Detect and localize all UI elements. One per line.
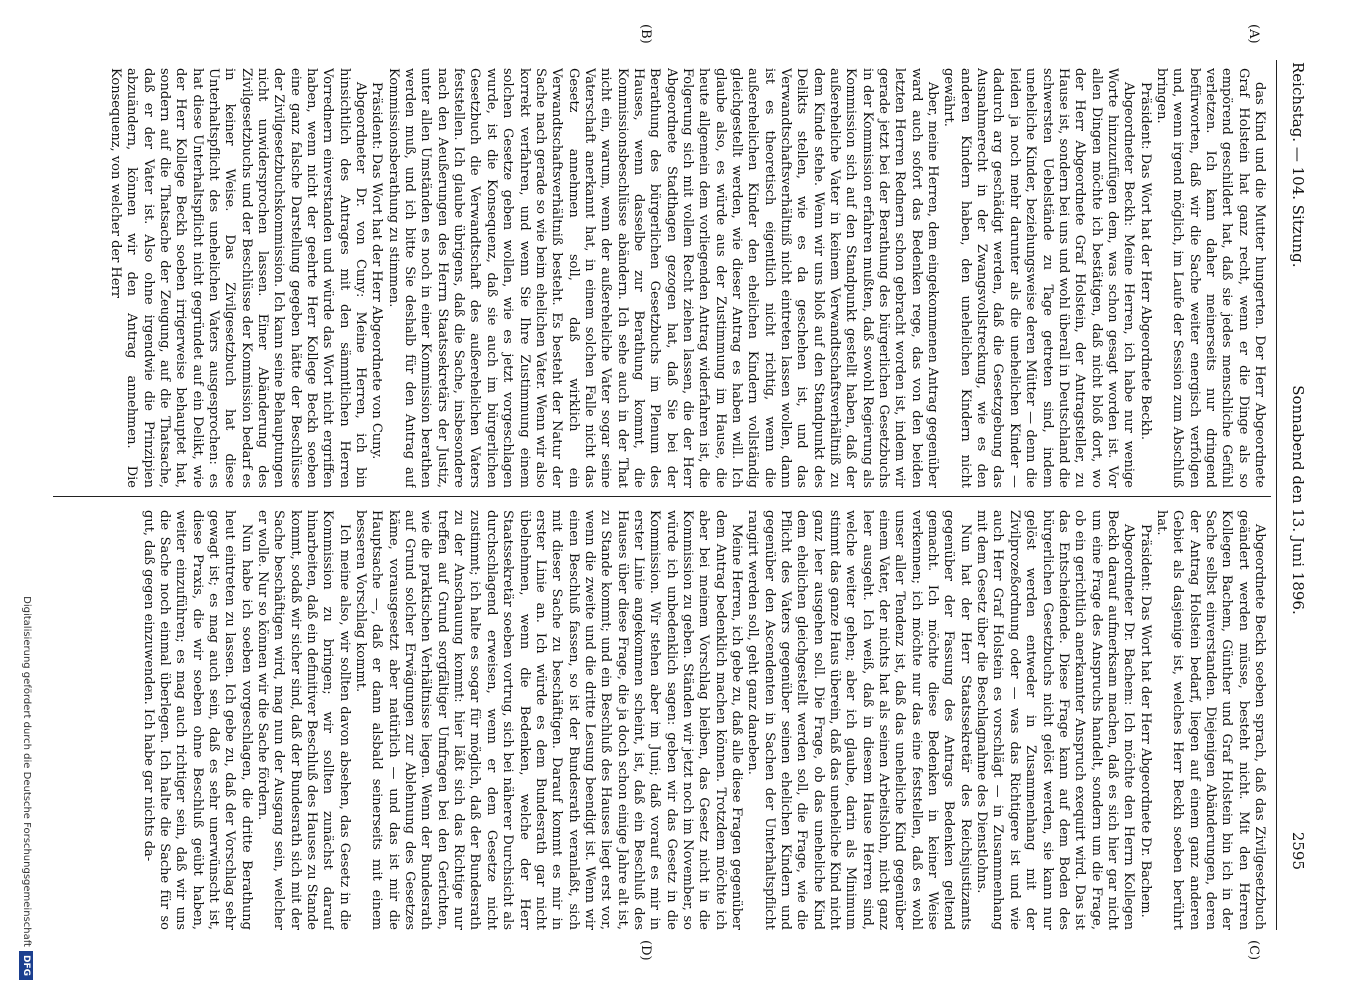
text-column-left <box>57 68 1267 488</box>
margin-mark-b: (B) <box>638 24 653 44</box>
page-number: 2595 <box>1289 831 1307 870</box>
paragraph: Präsident: Das Wort hat der Herr Abgeordnete von Cuny. <box>369 82 385 460</box>
margin-mark-a: (A) <box>1246 24 1261 44</box>
column-divider <box>53 496 1271 497</box>
paragraph: Meine Herren, ich gebe zu, daß alle diese Fragen gegenüber dem Antrag bedenklich machen können. Trotzdem möchte ich aber bei meinem Vorschlag bleiben, das Gesetz nicht in die Kommission zu geben. Ständen wir jetzt noch im November, so würde ich unbedenklich sagen: geben wir das Gesetz in die Kommission. Wir stehen aber im Juni; daß vorauf es mir in erster Linie angekommen scheint, ist, daß ein Beschluß des Hauses über diese Frage, die ja doch schon einige Jahre alt ist, zu Stande kommt; und ein Beschluß des Hauses liegt erst vor, wenn die zweite und die dritte Lesung beendigt ist. Wenn wir einen Beschluß fassen, so ist der Bundesrath veranlaßt, sich mit dieser Sache zu beschäftigen. Darauf kommt es mir in erster Linie an. Ich würde es dem Bundesrath gar nicht übelnehmen, wenn die Bedenken, welche der Herr Staatssekretär soeben vortrug, sich bei näherer Durchsicht als durchschlagend erweisen, wenn er dem Gesetze nicht zustimmt; ich halte es sogar für möglich, daß der Bundesrath zu der Anschauung kommt: hier läßt sich das Richtige nur treffen auf Grund sorgfältiger Umfragen bei den Gerichten, wie die praktischen Verhältnisse liegen. Wenn der Bundesrath auf Grund solcher Erwägungen zur Ablehnung des Gesetzes käme, vorausgesetzt aber natürlich — und das ist mir die Hauptsache —, daß er dann alsbald seinerseits mit einem besseren Vorschlag kommt. <box>353 510 744 930</box>
margin-mark-d: (D) <box>638 940 653 961</box>
dfg-logo: DFG <box>19 951 33 980</box>
running-head-date: Sonnabend den 13. Juni 1896. <box>1289 385 1307 615</box>
paragraph: Nun habe ich soeben vorgeschlagen, die dritte Berathung heut eintreten zu lassen. Ich gebe zu, daß der Vorschlag sehr gewagt ist; es mag auch sein, daß es sehr unerwünscht ist, diese Praxis, die wir soeben ohne Beschluß geübt haben, weiter einzuführen; es mag auch richtiger sein, daß wir uns die Sache noch einmal überlegen. Ich halte die Sache für so gut, daß gegen einzuwenden. Ich habe gar nichts da- <box>140 510 254 930</box>
paragraph: Abgeordneter Beckh: Meine Herren, ich habe nur wenige Worte hinzuzufügen dem, was schon gesagt worden ist. Vor allen Dingen möchte ich bestätigen, daß nicht bloß dort, wo der Herr Abgeordnete Graf Holstein, der Antragsteller, zu Hause ist, sondern bei uns und wohl überall in Deutschland die schwersten Uebelstände zu Tage getreten sind, indem uneheliche Kinder, beziehungsweise deren Mütter — denn die leiden ja noch mehr darunter als die unehelichen Kinder — dadurch arg geschädigt werden, daß die Gesetzgebung das Ausnahmerecht in der Zwangsvollstreckung, wie es den anderen Kindern haben, den unehelichen Kindern nicht gewährt. <box>941 68 1137 488</box>
paragraph: das Kind und die Mutter hungerten. Der Herr Abgeordnete Graf Holstein hat ganz recht, wenn er die Dinge als so empörend geschildert hat, daß sie jedes menschliche Gefühl verletzen. Ich kann daher meinerseits nur dringend befürworten, daß wir die Sache weiter energisch verfolgen und, wenn irgend möglich, im Laufe der Session zum Abschluß bringen. <box>1153 68 1267 488</box>
paragraph: Ich meine also, wir sollten davon absehen, das Gesetz in die Kommission zu bringen; wir sollten zunächst darauf hinarbeiten, daß ein definitiver Beschluß des Hauses zu Stande kommt, sodaß wir sicher sind, daß der Bundesrath sich mit der Sache beschäftigen wird, mag nun der Ausgang sein, welcher er wolle. Nur so können wir die Sache fördern. <box>255 510 352 930</box>
paragraph: Aber, meine Herren, dem eingekommenen Antrag gegenüber ward auch sofort das Bedenken rege, das von den beiden letzten Herren Rednern schon gebracht worden ist, indem wir gerade jetzt bei der Berathung des bürgerlichen Gesetzbuchs in der Kommission erfahren mußten, daß sowohl Regierung als Kommission sich auf den Standpunkt gestellt haben, daß der außereheliche Vater in keinem Verwandtschaftsverhältniß zu dem Kinde stehe. Wenn wir uns bloß auf den Standpunkt des Delikts stellen, wie es da geschehen ist, und das Verwandtschaftsverhältniß nicht eintreten lassen wollen, dann ist es theoretisch eigentlich nicht richtig, wenn die außerehelichen Kinder den ehelichen Kindern vollständig gleichgestellt werden, wie dieser Antrag es haben will. Ich glaube also, es würde aus der Zustimmung im Hause, die heute allgemein dem vorliegenden Antrag widerfahren ist, die Folgerung sich mit vollem Recht ziehen lassen, die der Herr Abgeordnete Stadthagen gezogen hat, daß Sie bei der Berathung des bürgerlichen Gesetzbuchs im Plenum des Hauses, wenn dasselbe zur Berathung kommt, die Kommissionsbeschlüsse abändern. Ich sehe auch in der That nicht ein, warum, wenn der außereheliche Vater sogar seine Vaterschaft anerkannt hat, in einem solchen Falle nicht das Gesetz annehmen soll, daß wirklich ein Verwandtschaftsverhältniß besteht. Es besteht der Natur der Sache nach gerade so wie beim ehelichen Vater. Wenn wir also korrekt verfahren, und wenn Sie Ihre Zustimmung einem solchen Gesetze geben wollen, wie es jetzt vorgeschlagen wurde, ist die Konsequenz, daß sie auch im bürgerlichen Gesetzbuch die Verwandtschaft des außerehelichen Vaters feststellen. Ich glaube übrigens, daß die Sache, insbesondere nach den Aeußerungen des Herrn Staatssekretärs der Justiz, unter allen Umständen es noch in einer Kommission berathen werden muß, und ich bitte Sie deshalb für den Antrag auf Kommissionsberathung zu stimmen. <box>385 68 941 488</box>
paragraph: Abgeordnete Beckh soeben sprach, daß das Zivilgesetzbuch geändert werden müsse, besteht nicht. Mit den Herren Kollegen Bachem, Günther und Graf Holstein bin ich in der Sache selbst einverstanden. Diejenigen Abänderungen, deren der Antrag Holstein bedarf, liegen auf einem ganz anderen Gebiet als dasjenige ist, welches Herr Beckh soeben berührt hat. <box>1153 510 1267 930</box>
paragraph: Präsident: Das Wort hat der Herr Abgeordnete Dr. Bachem. <box>1137 524 1153 918</box>
header-rule <box>1276 60 1277 930</box>
text-column-right <box>57 510 1267 930</box>
footer <box>19 0 33 1000</box>
margin-mark-c: (C) <box>1246 940 1261 961</box>
footer-text: Digitalisierung gefördert durch die Deutsche Forschungsgemeinschaft <box>21 596 32 947</box>
paragraph: Abgeordneter Dr. Bachem: Ich möchte den Herrn Kollegen Beckh darauf aufmerksam machen, daß es sich hier gar nicht um eine Frage des Anspruchs handelt, sondern um die Frage, ob ein gerichtlich anerkannter Anspruch exequirt wird. Das ist das Entscheidende. Diese Frage kann auf dem Boden des bürgerlichen Gesetzbuchs nicht gelöst werden, sie kann nur gelöst werden entweder in Zusammenhang mit der Zivilprozeßordnung oder — was das Richtigere ist und wie auch Herr Graf Holstein es vorschlägt — in Zusammenhang mit dem Gesetz über die Beschlagnahme des Dienstlohns. <box>974 510 1137 930</box>
running-head-left: Reichstag. — 104. Sitzung. <box>1289 62 1307 268</box>
paragraph: Nun hat der Herr Staatssekretär des Reichsjustizamts gegenüber der Fassung des Antrags Bedenken geltend gemacht. Ich möchte diese Bedenken in keiner Weise verkennen; ich möchte nur das eine feststellen, daß es wohl unser aller Tendenz ist, daß das uneheliche Kind gegenüber einem Vater, der nichts hat als seinen Arbeitslohn, nicht ganz leer ausgeht. Ich weiß, daß in diesem Hause Herren sind, welche weiter gehen; aber ich glaube, darin als Minimum stimmt das ganze Haus überein, daß das uneheliche Kind nicht ganz leer ausgehen soll. Die Frage, ob das uneheliche Kind dem ehelichen gleichgestellt werden soll, die Frage, wie die Pflicht des Vaters gegenüber seinen ehelichen Kindern und gegenüber den Ascendenten in Sachen der Unterhaltspflicht rangirt werden soll, geht ganz daneben. <box>745 510 973 930</box>
paragraph: Abgeordneter Dr. von Cuny: Meine Herren, ich bin hinsichtlich des Antrages mit den sämmtlichen Herren Vorrednern einverstanden und würde das Wort nicht ergriffen haben, wenn nicht der geehrte Herr Kollege Beckh soeben eine ganz falsche Darstellung gegeben hätte der Beschlüsse der Zivilgesetzbuchskommission. Ich kann seine Behauptungen nicht unwidersprochen lassen. Einer Abänderung des Zivilgesetzbuchs und der Beschlüsse der Kommission bedarf es in keiner Weise. Das Zivilgesetzbuch hat diese Unterhaltspflicht des unehelichen Vaters ausgesprochen: es hat diese Unterhaltspflicht nicht gegründet auf ein Delikt, wie der Herr Kollege Beckh soeben irrigerweise behauptet hat, sondern auf die Thatsache der Zeugung, auf die Thatsache, daß er der Vater ist. Also ohne irgendwie die Prinzipien abzuändern, können wir den Antrag annehmen. Die Konsequenz, von welcher der Herr <box>107 68 369 488</box>
paragraph: Präsident: Das Wort hat der Herr Abgeordnete Beckh. <box>1137 82 1153 441</box>
